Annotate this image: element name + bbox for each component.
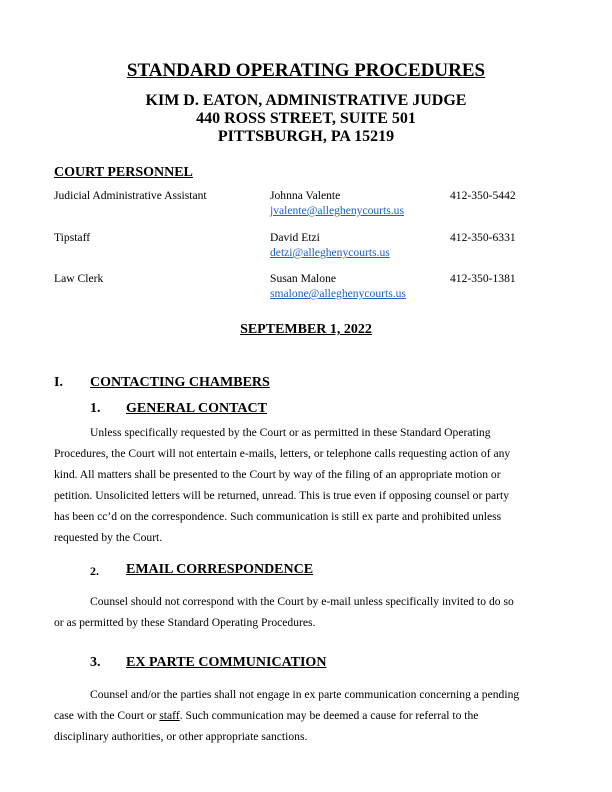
paragraph-line: has been cc’d on the correspondence. Such communication is still ex parte and prohibited unless [54, 510, 502, 523]
line-text: case with the Court or [54, 709, 160, 722]
personnel-name: David Etzi [270, 231, 320, 244]
item-heading: EMAIL CORRESPONDENCE [126, 562, 314, 577]
personnel-name: Susan Malone [270, 272, 337, 285]
paragraph-line: Unless specifically requested by the Court or as permitted in these Standard Operating [90, 426, 491, 439]
paragraph-line: requested by the Court. [54, 531, 163, 544]
general-contact-paragraph [54, 422, 558, 548]
paragraph-line: kind. All matters shall be presented to the Court by way of the filing of an appropriate motion or [54, 468, 501, 481]
paragraph-line: disciplinary authorities, or other appropriate sanctions. [54, 730, 308, 743]
section-heading: CONTACTING CHAMBERS [90, 375, 270, 390]
item-number: 3. [90, 655, 101, 670]
item-number: 1. [90, 401, 101, 416]
personnel-email-link[interactable]: detzi@alleghenycourts.us [270, 246, 390, 259]
city-line: PITTSBURGH, PA 15219 [217, 128, 395, 145]
paragraph-line: Counsel and/or the parties shall not engage in ex parte communication concerning a pending [90, 688, 520, 701]
personnel-name: Johnna Valente [270, 189, 341, 202]
ex-parte-paragraph [54, 684, 558, 747]
item-number: 2. [90, 564, 99, 578]
personnel-role: Judicial Administrative Assistant [54, 189, 207, 202]
paragraph-line: Procedures, the Court will not entertain e-mails, letters, or telephone calls requesting action of any [54, 447, 511, 460]
address-line: 440 ROSS STREET, SUITE 501 [196, 110, 416, 127]
document-title: STANDARD OPERATING PROCEDURES [126, 60, 486, 81]
line-text: . Such communication may be deemed a cause for referral to the [179, 709, 479, 722]
paragraph-line: Counsel should not correspond with the Court by e-mail unless specifically invited to do so [90, 595, 514, 608]
paragraph-line: or as permitted by these Standard Operating Procedures. [54, 616, 316, 629]
paragraph-line [54, 705, 558, 726]
personnel-role: Law Clerk [54, 272, 104, 285]
section-number: I. [54, 375, 63, 390]
personnel-phone: 412-350-5442 [450, 189, 516, 202]
item-heading: GENERAL CONTACT [126, 401, 267, 416]
personnel-phone: 412-350-6331 [450, 231, 516, 244]
paragraph-line: petition. Unsolicited letters will be returned, unread. This is true even if opposing counsel or party [54, 489, 510, 502]
personnel-email-link[interactable]: smalone@alleghenycourts.us [270, 287, 406, 300]
personnel-phone: 412-350-1381 [450, 272, 516, 285]
judge-line: KIM D. EATON, ADMINISTRATIVE JUDGE [145, 92, 467, 109]
effective-date: SEPTEMBER 1, 2022 [240, 322, 372, 337]
personnel-role: Tipstaff [54, 231, 91, 244]
email-correspondence-paragraph [54, 591, 558, 633]
personnel-email-link[interactable]: jvalente@alleghenycourts.us [270, 204, 404, 217]
staff-word: staff [159, 709, 180, 722]
personnel-heading: COURT PERSONNEL [54, 165, 193, 180]
item-heading: EX PARTE COMMUNICATION [126, 655, 327, 670]
